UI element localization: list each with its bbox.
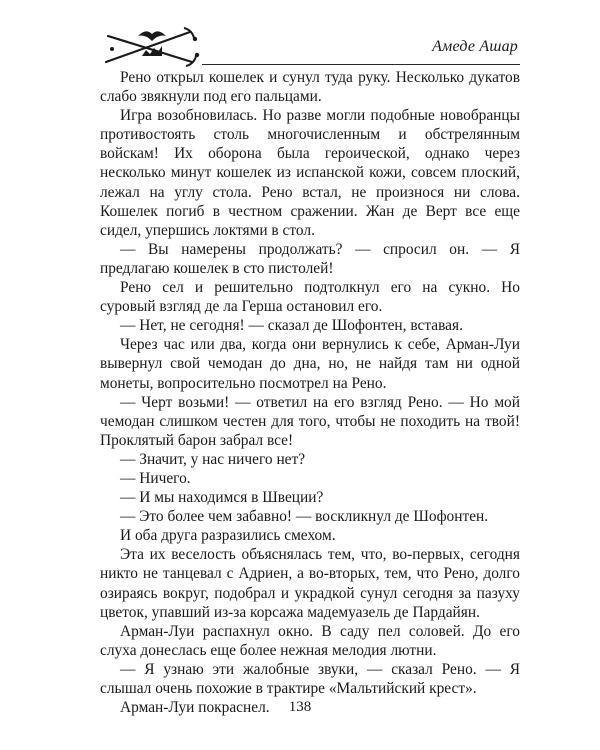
- paragraph: — Ничего.: [120, 469, 191, 487]
- paragraph: Игра возобновилась. Но разве могли подобные новобранцы противостоять столь многочисленным и обстрелянным войскам! Их оборона была героической, однако через несколько минут кошелек из испанской кожи, совсем плоский, лежал на углу стола. Рено встал, не произнося ни слова. Кошелек погиб в честном сражении. Жан де Верт все еще сидел, упершись локтями в стол.: [100, 107, 520, 239]
- running-header: [100, 22, 520, 68]
- paragraph: — Значит, у нас ничего нет?: [120, 450, 306, 468]
- paragraph: Эта их веселость объяснялась тем, что, во-первых, сегодня никто не танцевал с Адриен, а во-вторых, тем, что Рено, долго озираясь вокруг, подобрал и украдкой сунул сегодня за пазуху цветок, упавший из-за корсажа мадемуазель де Пардайян.: [100, 546, 520, 621]
- paragraph: — Черт возьми! — ответил на его взгляд Рено. — Но мой чемодан слишком честен для того, чтобы не походить на твой! Проклятый барон забрал все!: [100, 393, 520, 449]
- paragraph: И оба друга разразились смехом.: [120, 527, 336, 545]
- author-name: Амеде Ашар: [432, 38, 518, 55]
- paragraph: — Это более чем забавно! — воскликнул де Шофонтен.: [120, 508, 489, 526]
- page-body: [100, 68, 520, 717]
- paragraph: — Вы намерены продолжать? — спросил он. — Я предлагаю кошелек в сто пистолей!: [100, 240, 520, 277]
- header-rule: [202, 64, 520, 65]
- paragraph: — И мы находимся в Швеции?: [120, 489, 324, 507]
- crossed-swords-crown-icon: [100, 22, 202, 68]
- paragraph: Арман-Луи распахнул окно. В саду пел соловей. До его слуха донеслась еще более нежная мелодия лютни.: [100, 622, 520, 659]
- paragraph: Рено сел и решительно подтолкнул его на сукно. Но суровый взгляд де ла Герша остановил его.: [100, 279, 520, 316]
- paragraph: Через час или два, когда они вернулись к себе, Арман-Луи вывернул свой чемодан до дна, но, не найдя там ни одной монеты, вопросительно посмотрел на Рено.: [100, 336, 520, 392]
- page-number: 138: [288, 699, 312, 715]
- paragraph: — Нет, не сегодня! — сказал де Шофонтен, вставая.: [120, 317, 463, 335]
- paragraph: Рено открыл кошелек и сунул туда руку. Несколько дукатов слабо звякнули под его пальцами.: [100, 69, 520, 106]
- paragraph: — Я узнаю эти жалобные звуки, — сказал Рено. — Я слышал очень похожие в трактире «Мальтийский крест».: [100, 660, 520, 697]
- paragraph: Арман-Луи покраснел.: [120, 699, 270, 717]
